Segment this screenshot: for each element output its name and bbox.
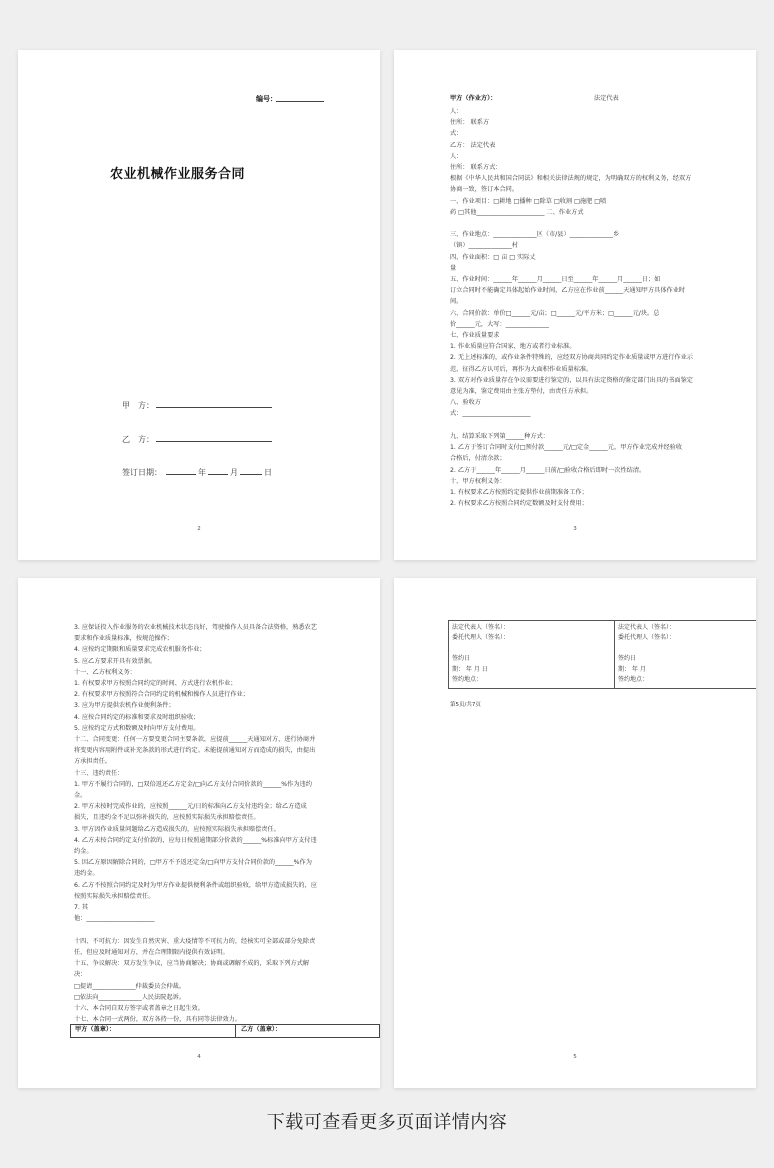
contract-line: 1. 作业质量应符合国家、地方或者行业标准。 bbox=[450, 343, 576, 351]
contract-line: 价______元，大写：______________ bbox=[450, 320, 549, 328]
party-b-blank bbox=[156, 434, 272, 442]
signature-line: 签约日 bbox=[618, 655, 637, 663]
contract-line bbox=[450, 218, 700, 229]
document-page-3 bbox=[394, 50, 756, 560]
contract-line: 十一、乙方权利义务： bbox=[74, 668, 136, 676]
contract-line: 3. 应为甲方提供农机作业便利条件； bbox=[74, 702, 175, 710]
contract-line: 2. 有权要求乙方按照合同约定数额及时支付费用； bbox=[450, 500, 588, 508]
contract-line: 决： bbox=[74, 971, 87, 979]
contract-line: （镇）______________村 bbox=[450, 242, 519, 250]
day-blank bbox=[240, 467, 262, 475]
contract-line: 损失，且违约金不足以弥补损失的，应按照实际损失承担赔偿责任。 bbox=[74, 814, 260, 822]
day-label: 日 bbox=[264, 468, 272, 477]
contract-line: 五、作业时间：______年______月______日至______年______月______日；如 bbox=[450, 276, 661, 284]
contract-body-p3 bbox=[450, 106, 700, 509]
signature-line bbox=[452, 644, 611, 654]
contract-line: 任，但应及时通知对方，并在合理期限内提供有效证明。 bbox=[74, 948, 229, 956]
signature-line: 签约地点： bbox=[452, 676, 483, 684]
contract-line: 范，征得乙方认可后，再作为大面积作业质量标准。 bbox=[450, 365, 593, 373]
contract-title: 农业机械作业服务合同 bbox=[110, 167, 246, 182]
contract-line: 式： bbox=[450, 130, 463, 138]
contract-line: 4. 应按约定期限和质量要求完成农机服务作业； bbox=[74, 646, 206, 654]
contract-line: 十三、违约责任： bbox=[74, 769, 124, 777]
contract-line: 约金。 bbox=[74, 848, 93, 856]
year-blank bbox=[166, 467, 196, 475]
contract-line: 1. 甲方不履行合同的，□双倍返还乙方定金/□向乙方支付合同价款的______%作为违约 bbox=[74, 780, 312, 788]
page-number: 3 bbox=[573, 526, 577, 532]
party-a-label: 甲 方： bbox=[122, 401, 154, 410]
contract-line: 2. 甲方未按时完成作业的，应按照______元/日的标准向乙方支付违约金；给乙方造成 bbox=[74, 803, 307, 811]
contract-line: □提请______________仲裁委员会仲裁。 bbox=[74, 982, 186, 990]
seal-divider bbox=[235, 1025, 236, 1037]
party-a-blank bbox=[156, 400, 272, 408]
download-caption: 下载可查看更多页面详情内容 bbox=[266, 1112, 508, 1133]
contract-line: 7. 其 bbox=[74, 904, 89, 912]
page-footnote: 第5页/共7页 bbox=[450, 702, 481, 708]
document-page-4 bbox=[18, 578, 380, 1088]
seal-a-label: 甲方（盖章）： bbox=[75, 1026, 116, 1033]
contract-line: 订立合同时不能确定具体起始作业时间，乙方应在作业前______天通知甲方具体作业时 bbox=[450, 287, 686, 295]
document-page-2 bbox=[18, 50, 380, 560]
contract-line: 十七、本合同一式两份，双方各持一份，具有同等法律效力。 bbox=[74, 1016, 242, 1024]
signature-line: 期： 年 月 bbox=[618, 665, 646, 673]
contract-line: 人： bbox=[450, 108, 463, 115]
signature-line bbox=[618, 644, 756, 654]
party-b-label: 乙 方： bbox=[122, 435, 154, 444]
contract-line: 合格后，付清余款； bbox=[450, 455, 506, 463]
contract-line: 2. 乙方于______年______月______日前/□验收合格后即时一次性结清。 bbox=[450, 466, 646, 474]
contract-line: 金。 bbox=[74, 792, 87, 800]
contract-line: 1. 有权要求乙方按照约定提供作业前期准备工作； bbox=[450, 488, 588, 496]
signature-line: 签约地点： bbox=[618, 676, 649, 684]
month-label: 月 bbox=[230, 468, 238, 477]
signature-line: 签约日 bbox=[452, 655, 471, 663]
contract-line: 十六、本合同自双方签字或者盖章之日起生效。 bbox=[74, 1004, 204, 1012]
contract-body-p4 bbox=[74, 622, 324, 1025]
contract-line: 按照实际损失承担赔偿责任。 bbox=[74, 892, 155, 900]
contract-line: 3. 双方对作业质量存在争议需要进行鉴定的，以具有法定资格的鉴定部门出具的书面鉴定 bbox=[450, 376, 693, 384]
contract-line: 十四、不可抗力：因发生自然灾害、重大疫情等不可抗力的，经核实可全部或部分免除责 bbox=[74, 937, 316, 945]
contract-line: 5. 应乙方要求开具有效票据。 bbox=[74, 657, 157, 665]
contract-line: 十二、合同变更：任何一方要变更合同主要条款，应提前______天通知对方，进行协商并 bbox=[74, 736, 316, 744]
sign-date-label: 签订日期： bbox=[122, 468, 162, 477]
contract-line: 要求和作业质量标准，按规范操作； bbox=[74, 635, 173, 643]
contract-line: 根据《中华人民共和国合同法》和相关法律法规的规定，为明确双方的权利义务，经双方 bbox=[450, 175, 692, 183]
contract-line: 十五、争议解决：双方发生争议，应当协商解决；协商或调解不成的，采取下列方式解 bbox=[74, 960, 310, 968]
signature-line: 委托代理人（签名）： bbox=[452, 634, 510, 642]
signature-line: 期： 年 月 日 bbox=[452, 665, 488, 673]
contract-line: 1. 乙方于签订合同时支付□预付款______元/□定金______元，甲方作业完成并经验收 bbox=[450, 444, 683, 452]
contract-line: 1. 有权要求甲方按照合同约定的时间、方式进行农机作业； bbox=[74, 680, 237, 688]
contract-line: 意见为准，鉴定费用由主张方垫付，由责任方承担。 bbox=[450, 388, 593, 396]
contract-line: 5. 应按约定方式和数额及时向甲方支付费用。 bbox=[74, 724, 200, 732]
contract-line: 住所： 联系方式： bbox=[450, 164, 502, 172]
signature-cell-party-b bbox=[615, 621, 757, 689]
legal-rep-label: 法定代表 bbox=[594, 95, 619, 102]
contract-line: 间。 bbox=[450, 298, 463, 306]
contract-line bbox=[450, 420, 700, 431]
month-blank bbox=[208, 467, 228, 475]
contract-line: 三、作业地点：______________区（市/县）______________乡 bbox=[450, 231, 620, 239]
contract-line: 人： bbox=[450, 152, 463, 160]
contract-line: 4. 应按合同约定的标准和要求及时组织验收； bbox=[74, 713, 200, 721]
contract-line: 2. 有权要求甲方按照符合合同约定的机械和操作人员进行作业； bbox=[74, 691, 249, 699]
contract-line: 八、验收方 bbox=[450, 399, 481, 407]
contract-line: 5. 因乙方原因解除合同的，□甲方不予返还定金/□向甲方支付合同价款的______%作为 bbox=[74, 859, 312, 867]
contract-line: 3. 甲方因作业质量问题给乙方造成损失的，应按照实际损失承担赔偿责任。 bbox=[74, 825, 280, 833]
contract-line: 将变更内容用附件或补充条款的形式进行约定。未能提前通知对方而造成的损失，由提出 bbox=[74, 747, 316, 755]
contract-number-label: 编号： bbox=[256, 95, 277, 103]
contract-line: 六、合同价款：单价□______元/亩；□______元/平方米；□______元/块。总 bbox=[450, 309, 660, 317]
document-page-5 bbox=[394, 578, 756, 1088]
contract-line: 2. 无上述标准的，或作业条件特殊的，应经双方协商共同约定作业质量或甲方进行作业示 bbox=[450, 354, 693, 362]
contract-line: 量 bbox=[450, 264, 457, 272]
contract-line: 四、作业面积：□ 亩 □ 实际丈 bbox=[450, 253, 536, 261]
contract-line: 4. 乙方未按合同约定支付价款的，应每日按照逾期部分价款的______%标准向甲方支付违 bbox=[74, 836, 317, 844]
contract-line: □依法向______________人民法院起诉。 bbox=[74, 993, 186, 1001]
page-number: 5 bbox=[573, 1054, 577, 1060]
contract-line: 七、作业质量要求 bbox=[450, 332, 500, 340]
contract-line bbox=[74, 924, 324, 935]
contract-line: 3. 应保证投入作业服务的农业机械技术状态良好，驾驶操作人员具备合法资格，熟悉农艺 bbox=[74, 624, 317, 631]
signature-table bbox=[448, 620, 756, 689]
contract-line: 式：______________________ bbox=[450, 410, 531, 418]
page-number: 2 bbox=[197, 526, 201, 532]
contract-line: 违约金。 bbox=[74, 870, 99, 878]
contract-line: 一、作业项目：□耕地 □播种 □除草 □收割 □施肥 □喷 bbox=[450, 197, 607, 205]
contract-line: 6. 乙方不按照合同约定及时为甲方作业提供便利条件或组织验收，给甲方造成损失的，应 bbox=[74, 881, 317, 889]
year-label: 年 bbox=[198, 468, 206, 477]
contract-line: 药 □其他______________________ 二、作业方式 bbox=[450, 208, 584, 216]
signature-line: 委托代理人（签名）： bbox=[618, 634, 676, 642]
seal-row bbox=[70, 1024, 380, 1038]
seal-b-label: 乙方（盖章）： bbox=[241, 1026, 282, 1033]
contract-line: 住所： 联系方 bbox=[450, 119, 490, 127]
signature-line: 法定代表人（签名）： bbox=[618, 624, 676, 631]
party-a-heading: 甲方（作业方）： bbox=[450, 95, 497, 102]
contract-line: 方承担责任。 bbox=[74, 758, 112, 766]
contract-line: 他：______________________ bbox=[74, 915, 155, 923]
contract-line: 九、结算采取下列第______种方式： bbox=[450, 432, 549, 440]
signature-cell-party-a bbox=[449, 621, 615, 689]
contract-line: 乙方： 法定代表 bbox=[450, 141, 496, 149]
contract-line: 十、甲方权利义务： bbox=[450, 477, 506, 485]
contract-number-blank bbox=[276, 94, 324, 102]
contract-line: 协商一致，签订本合同。 bbox=[450, 186, 519, 194]
page-number: 4 bbox=[197, 1054, 201, 1060]
signature-line: 法定代表人（签名）： bbox=[452, 624, 510, 631]
